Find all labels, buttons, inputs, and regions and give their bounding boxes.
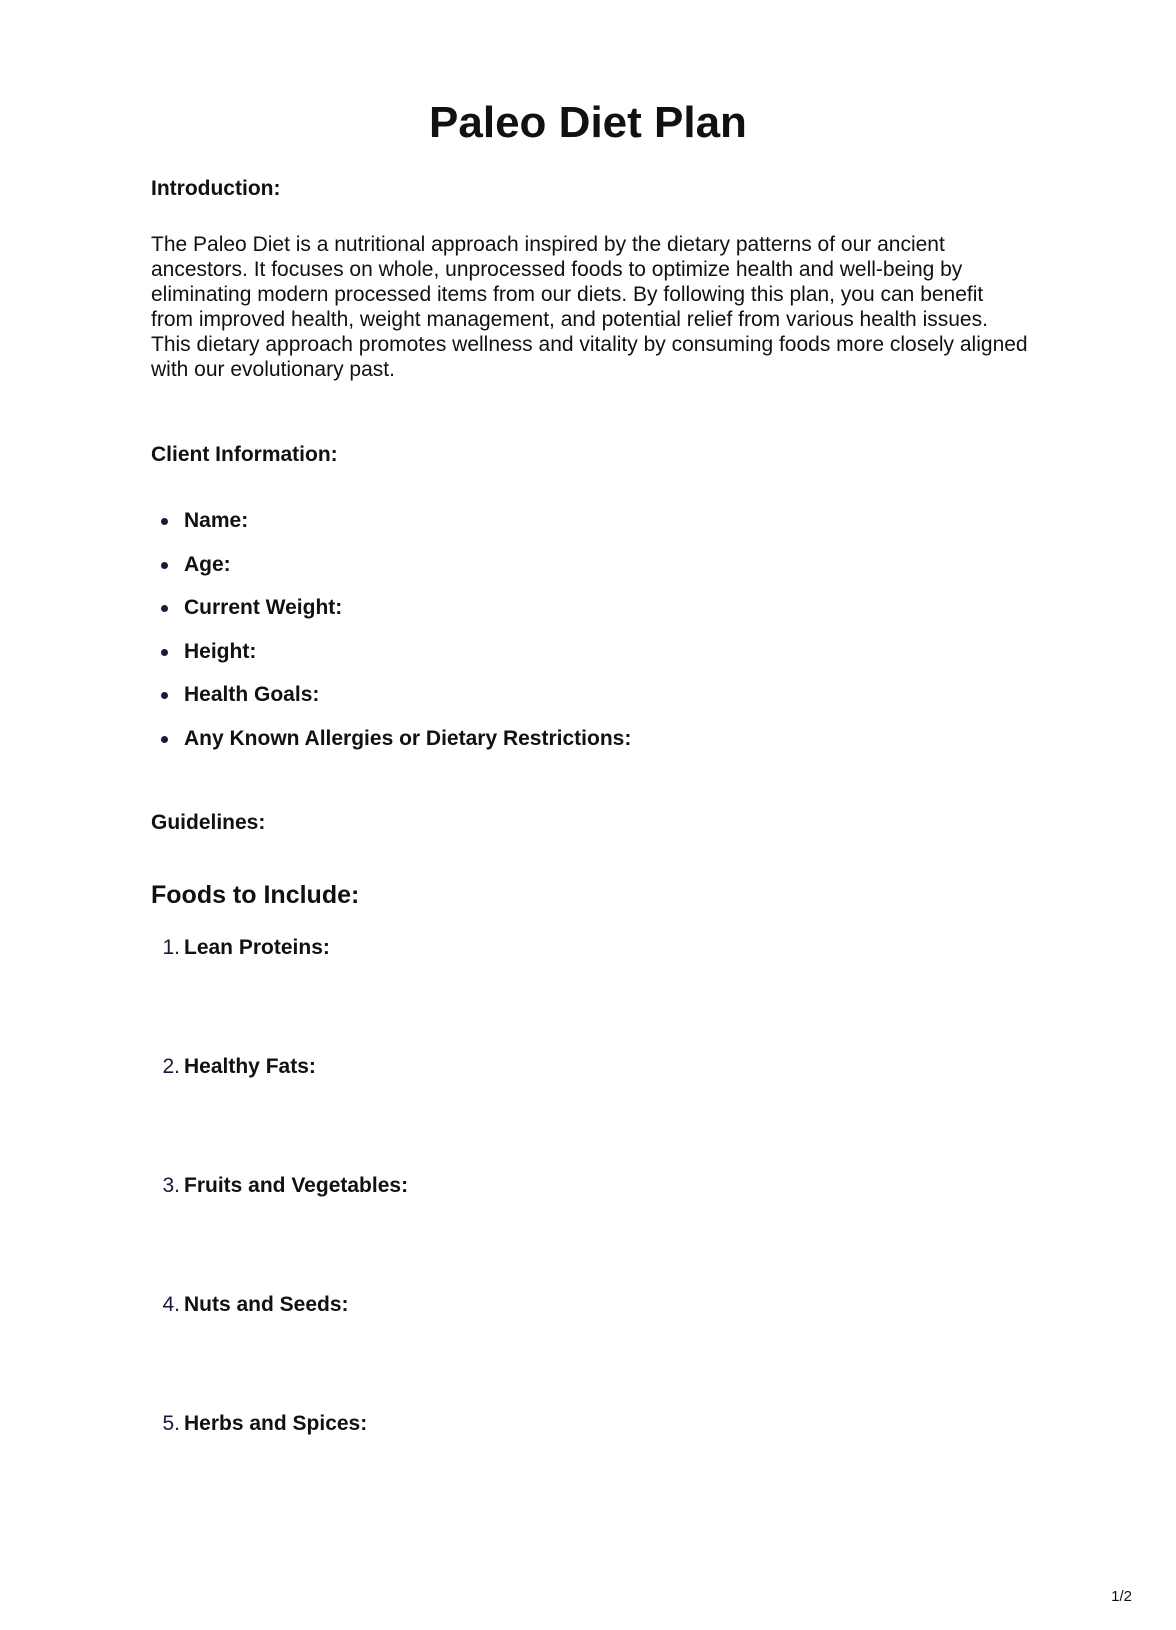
- list-item: [151, 682, 631, 726]
- bullet-icon: [161, 605, 168, 612]
- list-number: 1.: [162, 936, 180, 959]
- field-label-health-goals: Health Goals:: [184, 683, 320, 707]
- field-label-height: Height:: [184, 639, 257, 663]
- list-item: [151, 1411, 408, 1530]
- list-number: 4.: [162, 1293, 180, 1316]
- bullet-icon: [161, 649, 168, 656]
- list-item: [151, 1054, 408, 1173]
- page-title: Paleo Diet Plan: [429, 98, 747, 147]
- list-item: [151, 1292, 408, 1411]
- client-information-heading: Client Information:: [151, 443, 338, 466]
- bullet-icon: [161, 518, 168, 525]
- list-number: 3.: [162, 1174, 180, 1197]
- list-item: [151, 595, 631, 639]
- food-category-label: Herbs and Spices:: [184, 1412, 368, 1435]
- page-number: 1/2: [1111, 1588, 1132, 1605]
- introduction-paragraph: The Paleo Diet is a nutritional approach inspired by the dietary patterns of our ancient ancestors. It focuses on whole, unprocessed foods to optimize health and well-being by eliminating modern processed items from our diets. By following this plan, you can benefit from improved health, weight management, and potential relief from various health issues. This dietary approach promotes wellness and vitality by consuming foods more closely aligned with our evolutionary past.: [151, 233, 1028, 381]
- field-label-name: Name:: [184, 509, 249, 532]
- food-category-label: Lean Proteins:: [184, 936, 330, 959]
- field-label-age: Age:: [184, 552, 231, 576]
- list-item: [151, 726, 631, 770]
- foods-to-include-heading: Foods to Include:: [151, 881, 360, 909]
- food-category-label: Healthy Fats:: [184, 1055, 316, 1078]
- food-category-label: Nuts and Seeds:: [184, 1293, 349, 1316]
- bullet-icon: [161, 562, 168, 569]
- foods-to-include-list: [151, 935, 408, 1530]
- list-number: 2.: [162, 1055, 180, 1078]
- guidelines-heading: Guidelines:: [151, 811, 266, 834]
- list-item: [151, 508, 631, 552]
- list-item: [151, 639, 631, 683]
- food-category-label: Fruits and Vegetables:: [184, 1174, 409, 1197]
- bullet-icon: [161, 692, 168, 699]
- bullet-icon: [161, 736, 168, 743]
- list-item: [151, 552, 631, 596]
- field-label-allergies: Any Known Allergies or Dietary Restrictions:: [184, 726, 632, 750]
- list-number: 5.: [162, 1412, 180, 1435]
- list-item: [151, 935, 408, 1054]
- field-label-current-weight: Current Weight:: [184, 596, 343, 620]
- list-item: [151, 1173, 408, 1292]
- introduction-heading: Introduction:: [151, 177, 281, 200]
- client-information-list: [151, 508, 631, 770]
